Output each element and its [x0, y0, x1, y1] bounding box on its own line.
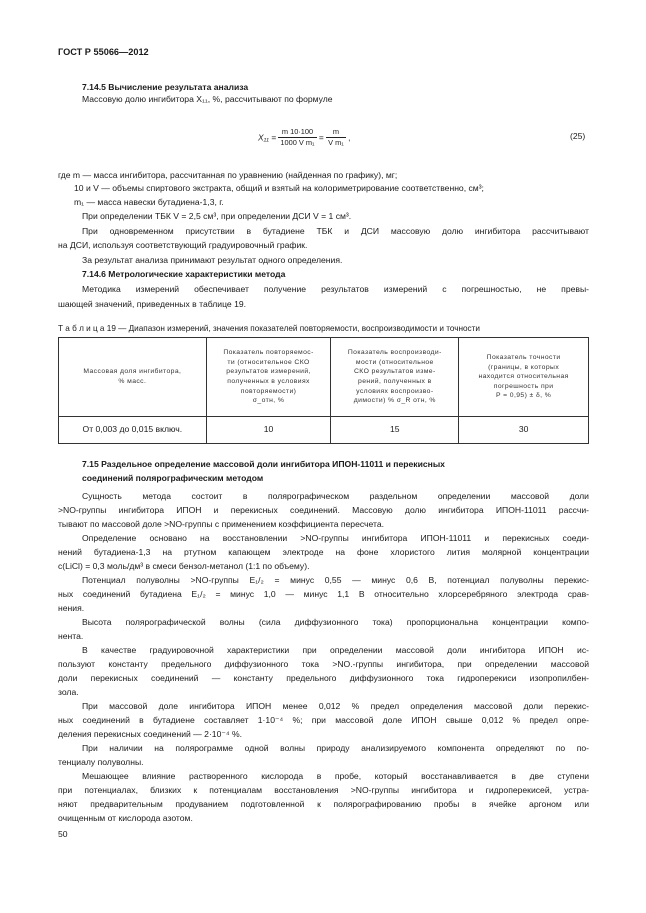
header-line: СКО результатов изме- [353, 368, 436, 376]
header-line: Показатель воспроизводи- [347, 349, 442, 357]
table-cell: 15 [331, 417, 459, 444]
header-line: погрешность при [493, 382, 554, 390]
paragraph-line: Методика измерений обеспечивает получение результатов измерений с погрешностью, не превы- [82, 284, 589, 294]
header-cell [459, 338, 589, 417]
header-line: ти (относительное СКО [227, 358, 310, 366]
section-title-7-15-cont: соединений полярографическим методом [82, 473, 264, 483]
paragraph-line: Сущность метода состоит в полярографическом раздельном определении массовой доли [82, 491, 589, 501]
paragraph-line: В качестве градуировочной характеристики при определении массовой доли ингибитора ИПОН ис- [82, 645, 589, 655]
page-number: 50 [58, 829, 68, 839]
formula-eq: = [318, 132, 324, 143]
formula-den-1: 1000 V m₁ [280, 138, 315, 147]
header-line: результатов измерений, [226, 368, 311, 376]
header-line: мости (относительное [355, 358, 434, 366]
formula-fraction-1 [278, 127, 316, 148]
formula-25 [258, 127, 398, 157]
paragraph-line: Потенциал полуволны >NO-группы E₁/₂ = минус 0,55 — минус 0,6 В, потенциал полуволны перекис- [82, 575, 589, 585]
header-line: находится относительная [478, 373, 569, 381]
header-line: рений, полученных в [358, 378, 432, 385]
section-title-7-15: 7.15 Раздельное определение массовой доли ингибитора ИПОН-11011 и перекисных [82, 459, 445, 469]
formula-lhs: X₁₁ = [258, 132, 277, 143]
section-title-7-14-6: 7.14.6 Метрологические характеристики метода [82, 269, 286, 279]
table-19 [58, 337, 589, 444]
where-line-2: 10 и V — объемы спиртового экстракта, общий и взятый на колориметрирование соответственно, см³; [74, 183, 484, 193]
paragraph-line: ных соединений бутадиена E₁/₂ = минус 1,0 — минус 1,1 В относительно хлорсеребряного электрода срав- [58, 589, 589, 599]
header-line: Показатель повторяемос- [223, 349, 314, 357]
table-cell: 30 [459, 417, 589, 444]
paragraph-line: При одновременном присутствии в бутадиене ТБК и ДСИ массовую долю ингибитора рассчитывают [82, 226, 589, 236]
formula-den-2: V m₁ [328, 138, 344, 147]
paragraph-line: няют предварительным продуванием подготовленной к полярографированию пробы в ячейке аргоном или [58, 799, 589, 809]
paragraph-line: ных соединений в бутадиене составляет 1·10⁻⁴ %; при массовой доле ИПОН свыше 0,012 % предел опре- [58, 715, 589, 725]
section-title-7-14-5: 7.14.5 Вычисление результата анализа [82, 82, 249, 92]
table-caption: Т а б л и ц а 19 — Диапазон измерений, значения показателей повторяемости, воспроизводимости и точности [58, 324, 480, 333]
header-line: % масс. [118, 378, 147, 385]
paragraph-line: доли перекисных соединений — константу предельного диффузионного тока гидроперекиси изопропилбен- [58, 673, 589, 683]
header-cell [331, 338, 459, 417]
paragraph-line: За результат анализа принимают результат одного определения. [82, 255, 343, 265]
where-line-3: m₁ — масса навески бутадиена-1,3, г. [74, 197, 224, 207]
header-line: Показатель точности [486, 354, 561, 362]
table-cell: От 0,003 до 0,015 включ. [59, 417, 207, 444]
header-line: повторяемости) [240, 387, 297, 395]
paragraph-line: зола. [58, 687, 79, 697]
paragraph-line: шающей значений, приведенных в таблице 19. [58, 299, 247, 309]
formula-num-2: m [326, 127, 346, 138]
paragraph-line: при потенциалах, близких к потенциалам восстановления >NO-группы ингибитора и гидроперекисей, устра- [58, 785, 589, 795]
paragraph-line: >NO-группы ингибитора ИПОН и перекисных соединений. Массовую долю ингибитора ИПОН-11011 рассчи- [58, 505, 589, 515]
paragraph-line: Высота полярографической волны (сила диффузионного тока) пропорциональна концентрации компо- [82, 617, 589, 627]
header-line: (границы, в которых [488, 363, 560, 371]
paragraph-line: нений бутадиена-1,3 на ртутном капающем электроде на фоне хлористого лития молярной концентрации [58, 547, 589, 557]
paragraph-line: При наличии на полярограмме одной волны природу анализируемого компонента определяют по по- [82, 743, 589, 753]
where-line-1: где m — масса ингибитора, рассчитанная по уравнению (найденная по графику), мг; [58, 170, 398, 180]
paragraph-line: на ДСИ, используя соответствующий градуировочный график. [58, 240, 308, 250]
standard-header: ГОСТ Р 55066—2012 [58, 47, 149, 57]
paragraph-line: Мешающее влияние растворенного кислорода в пробе, который восстанавливается в две ступени [82, 771, 589, 781]
paragraph-line: очищенным от кислорода азотом. [58, 813, 193, 823]
table-cell: 10 [206, 417, 331, 444]
paragraph-line: тывают по массовой доле >NO-группы с применением коэффициента пересчета. [58, 519, 385, 529]
formula-fraction-2 [326, 127, 346, 148]
header-line: σ_отн, % [252, 397, 285, 405]
paragraph-line: деления перекисных соединений — 2·10⁻⁴ %. [58, 729, 243, 739]
paragraph-line: c(LiCl) = 0,3 моль/дм³ в смеси бензол-метанол (1:1 по объему). [58, 561, 310, 571]
header-line: полученных в условиях [227, 378, 310, 385]
formula-tail: , [348, 132, 351, 143]
header-cell [59, 338, 207, 417]
formula-num-1: m 10·100 [278, 127, 316, 138]
header-line: димости) % σ_R отн, % [353, 397, 436, 405]
paragraph-line: пользуют константу предельного диффузионного тока >NO.-группы ингибитора, при определении массовой [58, 659, 589, 669]
paragraph-line: При массовой доле ингибитора ИПОН менее 0,012 % предел определения массовой доли перекис- [82, 701, 589, 711]
where-line-4: При определении ТБК V = 2,5 см³, при определении ДСИ V = 1 см³. [82, 211, 352, 221]
header-cell [206, 338, 331, 417]
equation-number: (25) [570, 131, 586, 141]
paragraph-line: нения. [58, 603, 85, 613]
paragraph-line: нента. [58, 631, 84, 641]
table-row [59, 417, 589, 444]
paragraph-line: Определение основано на восстановлении >NO-группы ингибитора ИПОН-11011 и перекисных соеди- [82, 533, 589, 543]
header-line: P = 0,95) ± δ, % [496, 392, 552, 400]
header-line: Массовая доля ингибитора, [83, 368, 182, 376]
paragraph-line: тенциалу полуволны. [58, 757, 144, 767]
header-line: условиях воспроизво- [356, 387, 434, 395]
table-header-row [59, 338, 589, 417]
formula-intro: Массовую долю ингибитора X₁₁, %, рассчитывают по формуле [82, 94, 333, 104]
